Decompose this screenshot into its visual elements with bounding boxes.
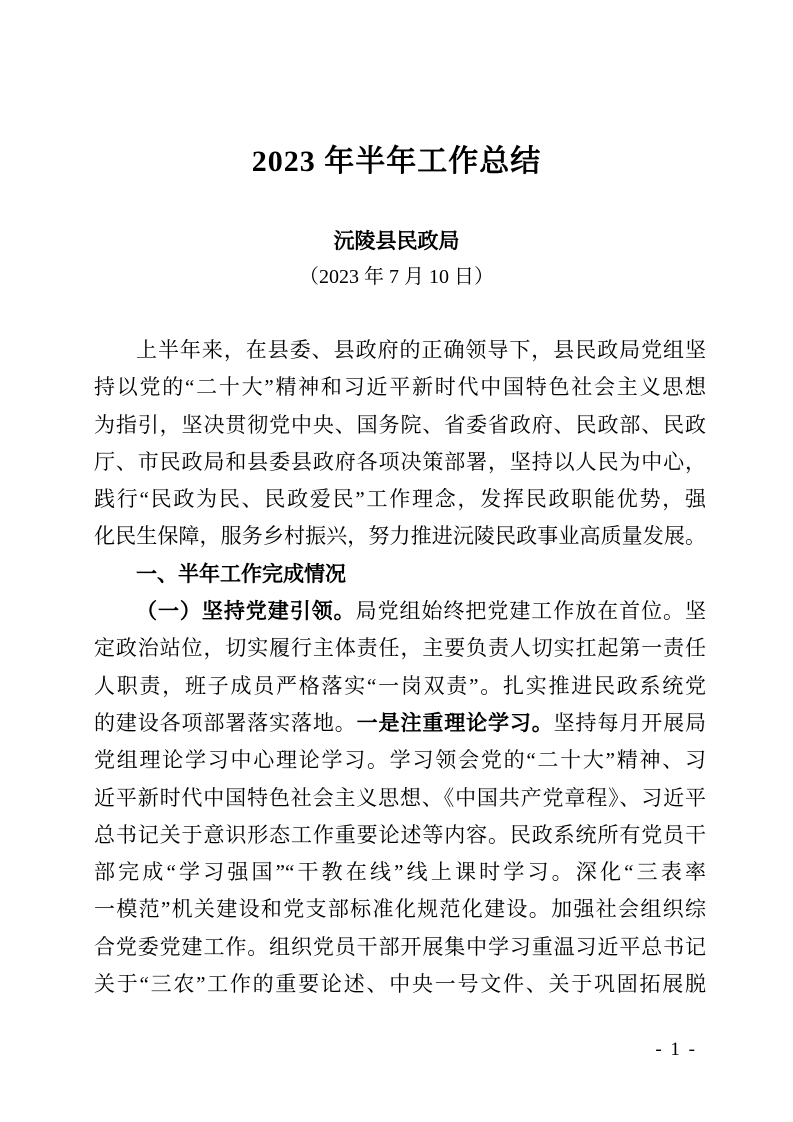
line-text: 关于“三农”工作的重要论述、中央一号文件、关于巩固拓展脱	[94, 972, 706, 997]
body-line	[94, 332, 706, 369]
body-line	[94, 854, 706, 891]
body-line	[94, 929, 706, 966]
body-line	[94, 518, 706, 555]
section-heading: 一、半年工作完成情况	[136, 562, 346, 586]
body-line	[94, 407, 706, 444]
bold-emphasis-text: 一是注重理论学习。	[356, 710, 554, 735]
body-line	[94, 444, 706, 481]
line-text: 局党组始终把党建工作放在首位。坚	[355, 599, 707, 624]
line-text: 厅、市民政局和县委县政府各项决策部署，坚持以人民为中心，	[94, 449, 706, 474]
document-date: （2023 年 7 月 10 日）	[299, 266, 494, 288]
body-line	[94, 593, 706, 630]
line-text: 定政治站位，切实履行主体责任，主要负责人切实扛起第一责任	[94, 636, 706, 661]
body-line	[94, 705, 706, 742]
line-text: 近平新时代中国特色社会主义思想、《中国共产党章程》、习近平	[94, 785, 706, 810]
line-text: 的建设各项部署落实落地。	[94, 710, 357, 735]
document-body	[94, 332, 706, 1003]
line-text: 坚持每月开展局	[553, 710, 707, 735]
line-text: 化民生保障，服务乡村振兴，努力推进沅陵民政事业高质量发展。	[94, 524, 706, 549]
line-text: 持以党的“二十大”精神和习近平新时代中国特色社会主义思想	[94, 375, 706, 400]
body-line	[94, 891, 706, 928]
body-line	[94, 481, 706, 518]
body-line	[94, 780, 706, 817]
line-text: 党组理论学习中心理论学习。学习领会党的“二十大”精神、习	[94, 748, 706, 773]
bold-lead-text: （一）坚持党建引领。	[136, 599, 356, 624]
line-text: 上半年来，在县委、县政府的正确领导下，县民政局党组坚	[136, 338, 706, 362]
line-text: 人职责，班子成员严格落实“一岗双责”。扎实推进民政系统党	[94, 673, 706, 698]
body-line	[94, 966, 706, 1003]
document-title: 2023 年半年工作总结	[251, 145, 542, 178]
line-text: 为指引，坚决贯彻党中央、国务院、省委省政府、民政部、民政	[94, 412, 706, 437]
line-text: 践行“民政为民、民政爱民”工作理念，发挥民政职能优势，强	[94, 487, 706, 512]
body-line	[94, 369, 706, 406]
line-text: 一模范”机关建设和党支部标准化规范化建设。加强社会组织综	[94, 897, 706, 922]
body-line	[94, 742, 706, 779]
body-line	[94, 817, 706, 854]
page-number: - 1 -	[655, 1039, 697, 1060]
document-subtitle: 沅陵县民政局	[333, 229, 460, 253]
line-text: 合党委党建工作。组织党员干部开展集中学习重温习近平总书记	[94, 934, 706, 959]
body-line	[94, 668, 706, 705]
line-text: 部完成“学习强国”“干教在线”线上课时学习。深化“三表率	[94, 860, 706, 885]
body-line	[94, 630, 706, 667]
line-text: 总书记关于意识形态工作重要论述等内容。民政系统所有党员干	[94, 822, 706, 847]
